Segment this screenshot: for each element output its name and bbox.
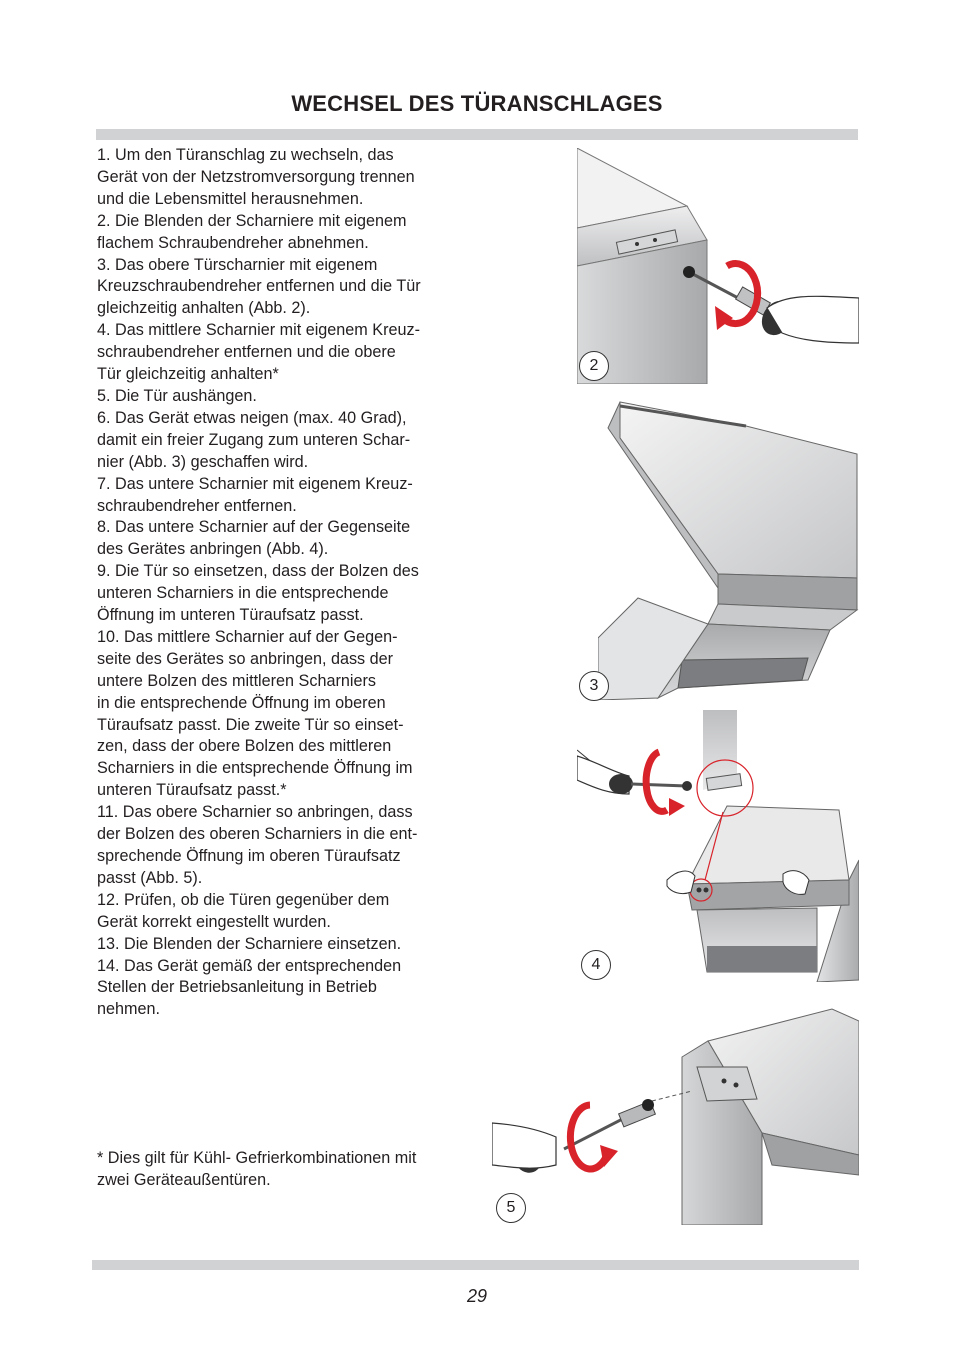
step-line: 3. Das obere Türscharnier mit eigenem xyxy=(97,255,378,274)
step-line: nier (Abb. 3) geschaffen wird. xyxy=(97,452,309,471)
step-line: sprechende Öffnung im oberen Türaufsatz xyxy=(97,847,401,865)
step-line: Kreuzschraubendreher entfernen und die Tür xyxy=(97,277,421,296)
footnote-line: * Dies gilt für Kühl- Gefrierkombinationen mit xyxy=(97,1149,417,1167)
step-line: seite des Gerätes so anbringen, dass der xyxy=(97,649,394,668)
figure-4-illustration xyxy=(577,710,859,982)
figure-4 xyxy=(577,710,859,982)
step-line: Stellen der Betriebsanleitung in Betrieb xyxy=(97,978,377,997)
step-line: Öffnung im unteren Türaufsatz passt. xyxy=(97,606,364,625)
figure-3 xyxy=(598,398,859,700)
step-line: Gerät von der Netzstromversorgung trennen xyxy=(97,167,415,186)
step-line: 14. Das Gerät gemäß der entsprechenden xyxy=(97,956,402,975)
page-number: 29 xyxy=(466,1286,488,1306)
footnote xyxy=(97,1148,467,1192)
step-line: 4. Das mittlere Scharnier mit eigenem Kreuz- xyxy=(97,321,420,340)
step-line: 7. Das untere Scharnier mit eigenem Kreuz- xyxy=(97,474,413,493)
step-line: schraubendreher entfernen. xyxy=(97,496,297,515)
step-line: flachem Schraubendreher abnehmen. xyxy=(97,233,369,252)
figure-3-label: 3 xyxy=(579,671,609,701)
step-line: Gerät korrekt eingestellt wurden. xyxy=(97,912,331,931)
step-line: schraubendreher entfernen und die obere xyxy=(97,343,396,362)
step-line: Tür gleichzeitig anhalten* xyxy=(97,365,279,384)
instruction-steps xyxy=(97,145,467,1021)
step-line: 5. Die Tür aushängen. xyxy=(97,386,257,405)
figure-2 xyxy=(577,148,859,384)
figure-2-illustration xyxy=(577,148,859,384)
step-line: in die entsprechende Öffnung im oberen xyxy=(97,693,386,712)
step-line: 12. Prüfen, ob die Türen gegenüber dem xyxy=(97,890,390,909)
step-line: 8. Das untere Scharnier auf der Gegenseite xyxy=(97,518,411,537)
step-line: zen, dass der obere Bolzen des mittleren xyxy=(97,737,392,756)
step-line: 10. Das mittlere Scharnier auf der Gegen- xyxy=(97,627,398,646)
step-line: der Bolzen des oberen Scharniers in die ent- xyxy=(97,825,418,844)
step-line: des Gerätes anbringen (Abb. 4). xyxy=(97,540,329,559)
step-line: 1. Um den Türanschlag zu wechseln, das xyxy=(97,146,394,164)
step-line: 2. Die Blenden der Scharniere mit eigenem xyxy=(97,211,407,230)
step-line: damit ein freier Zugang zum unteren Schar- xyxy=(97,430,411,449)
bottom-divider xyxy=(92,1260,859,1270)
figure-5-illustration xyxy=(492,1005,859,1225)
step-line: nehmen. xyxy=(97,1000,160,1019)
step-line: und die Lebensmittel herausnehmen. xyxy=(97,189,364,208)
step-line: untere Bolzen des mittleren Scharniers xyxy=(97,671,376,690)
step-line: unteren Türaufsatz passt.* xyxy=(97,781,287,800)
step-line: 9. Die Tür so einsetzen, dass der Bolzen des xyxy=(97,562,419,581)
top-divider xyxy=(96,129,858,140)
figure-4-label: 4 xyxy=(581,950,611,980)
step-line: 13. Die Blenden der Scharniere einsetzen. xyxy=(97,934,402,953)
step-line: 6. Das Gerät etwas neigen (max. 40 Grad), xyxy=(97,408,407,427)
step-line: Türaufsatz passt. Die zweite Tür so einset- xyxy=(97,715,404,734)
step-line: Scharniers in die entsprechende Öffnung im xyxy=(97,759,413,778)
figure-3-illustration xyxy=(598,398,859,700)
step-line: 11. Das obere Scharnier so anbringen, dass xyxy=(97,803,413,822)
footnote-line: zwei Geräteaußentüren. xyxy=(97,1170,271,1189)
figure-5 xyxy=(492,1005,859,1225)
page-title: WECHSEL DES TÜRANSCHLAGES xyxy=(291,91,663,116)
step-line: passt (Abb. 5). xyxy=(97,868,203,887)
figure-2-label: 2 xyxy=(579,351,609,381)
step-line: gleichzeitig anhalten (Abb. 2). xyxy=(97,299,311,318)
step-line: unteren Scharniers in die entsprechende xyxy=(97,584,389,603)
figure-5-label: 5 xyxy=(496,1193,526,1223)
